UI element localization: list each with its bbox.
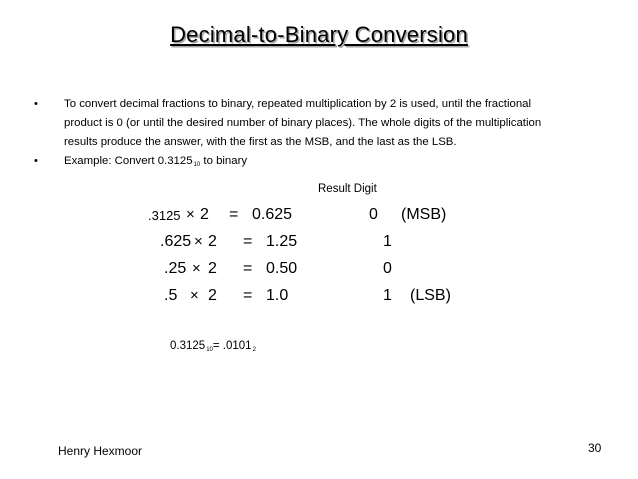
calc-row-3 <box>0 260 638 282</box>
bullet-marker: • <box>34 155 38 167</box>
row-result-digit: 1 <box>383 233 392 250</box>
times-symbol: × <box>194 233 203 250</box>
page-number: 30 <box>588 441 602 455</box>
bullet-line: product is 0 (or until the desired number of binary places). The whole digits of the multiplication <box>64 117 542 129</box>
bullet-item-conversion-rule <box>34 95 604 152</box>
bullet-list <box>34 95 604 175</box>
row-equals: = <box>229 206 239 223</box>
calc-row-2 <box>0 233 638 255</box>
row-product: 0.50 <box>266 260 298 277</box>
summary-right-subscript: 2 <box>252 347 256 353</box>
row-product: 1.25 <box>266 233 298 250</box>
bullet-marker: • <box>34 98 38 110</box>
example-subscript: 10 <box>193 162 201 168</box>
result-digit-header: Result Digit <box>318 183 377 195</box>
summary-equals: = .0101 <box>212 340 252 352</box>
row-term: .25 <box>164 260 187 277</box>
row-factor: 2 <box>208 260 217 277</box>
example-line <box>64 152 604 175</box>
row-factor: 2 <box>200 206 209 223</box>
row-product: 1.0 <box>266 287 289 304</box>
example-prefix: Example: Convert 0.3125 <box>64 155 193 167</box>
row-note: (LSB) <box>410 287 451 304</box>
times-symbol: × <box>186 206 195 223</box>
bullet-line: To convert decimal fractions to binary, repeated multiplication by 2 is used, until the fractional <box>64 98 532 110</box>
row-result-digit: 1 <box>383 287 392 304</box>
bullet-line: results produce the answer, with the first as the MSB, and the last as the LSB. <box>64 136 457 148</box>
row-factor: 2 <box>208 233 217 250</box>
conversion-summary <box>170 340 256 353</box>
calc-row-1 <box>0 206 638 228</box>
summary-left-subscript: 10 <box>206 347 213 353</box>
row-result-digit: 0 <box>383 260 392 277</box>
summary-left: 0.3125 <box>170 340 206 352</box>
row-factor: 2 <box>208 287 217 304</box>
row-equals: = <box>243 260 253 277</box>
row-product: 0.625 <box>252 206 293 223</box>
calc-row-4 <box>0 287 638 309</box>
row-term: .5 <box>164 287 178 304</box>
row-term: .625 <box>160 233 192 250</box>
times-symbol: × <box>190 287 199 304</box>
footer-author: Henry Hexmoor <box>58 444 143 458</box>
bullet-item-example <box>34 152 604 175</box>
times-symbol: × <box>192 260 201 277</box>
row-note: (MSB) <box>401 206 447 223</box>
slide-title: Decimal-to-Binary Conversion <box>170 22 468 47</box>
row-equals: = <box>243 287 253 304</box>
row-result-digit: 0 <box>369 206 378 223</box>
row-equals: = <box>243 233 253 250</box>
row-term: .3125 <box>148 208 181 223</box>
example-suffix: to binary <box>200 155 248 167</box>
